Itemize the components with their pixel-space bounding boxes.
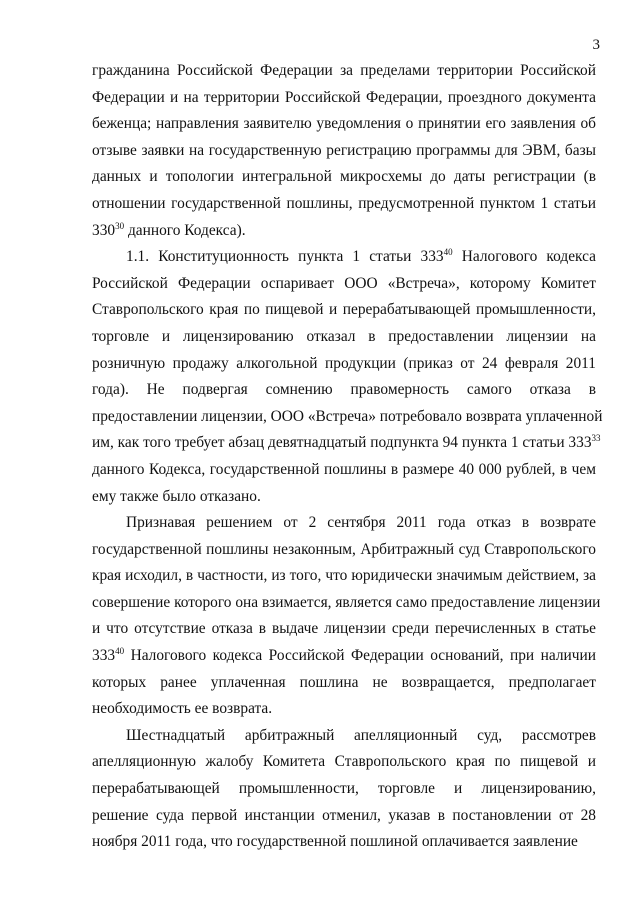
superscript: 40: [443, 247, 453, 258]
text-line: [92, 484, 596, 511]
text-line: [92, 723, 596, 750]
text-line: [92, 803, 596, 830]
text-segment: данного Кодекса, государственной пошлины в размере 40 000 рублей, в чем: [92, 460, 596, 478]
text-segment: 333: [92, 647, 116, 665]
text-segment: беженца; направления заявителю уведомления о принятии его заявления об: [92, 115, 596, 133]
text-line: [92, 616, 596, 643]
text-segment: совершение которого она взимается, является само предоставление лицензии: [92, 593, 601, 611]
document-body: [92, 58, 603, 856]
text-line: [92, 218, 596, 245]
text-line: [92, 404, 603, 431]
paragraph: [92, 244, 603, 510]
text-segment: решение суда первой инстанции отменил, указав в постановлении от 28: [92, 806, 596, 824]
text-segment: государственной пошлины незаконным, Арбитражный суд Ставропольского: [92, 540, 596, 558]
text-segment: 330: [92, 221, 116, 239]
text-line: [92, 111, 596, 138]
text-segment: данных и топологии интегральной микросхемы до даты регистрации (в: [92, 168, 596, 186]
text-segment: предоставлении лицензии, ООО «Встреча» потребовало возврата уплаченной: [92, 407, 603, 425]
text-segment: апелляционную жалобу Комитета Ставропольского края по пищевой и: [92, 753, 596, 771]
paragraph: [92, 58, 596, 244]
text-line: [92, 351, 596, 378]
superscript: 40: [115, 646, 125, 657]
text-line: [92, 696, 596, 723]
text-segment: Налогового кодекса Российской Федерации оснований, при наличии: [124, 647, 596, 665]
text-segment: отношении государственной пошлины, предусмотренной пунктом 1 статьи: [92, 194, 596, 212]
text-line: [92, 164, 596, 191]
text-segment: Налогового кодекса: [452, 248, 596, 266]
text-segment: ему также было отказано.: [92, 487, 261, 505]
text-segment: года). Не подвергая сомнению правомерность самого отказа в: [92, 381, 596, 399]
text-line: [92, 563, 596, 590]
text-line: [92, 324, 596, 351]
text-line: [92, 829, 596, 856]
text-segment: необходимость ее возврата.: [92, 700, 273, 718]
text-segment: Федерации и на территории Российской Федерации, проездного документа: [92, 88, 596, 106]
text-line: [92, 297, 596, 324]
text-segment: края исходил, в частности, из того, что юридически значимым действием, за: [92, 567, 596, 585]
text-segment: Российской Федерации оспаривает ООО «Встреча», которому Комитет: [92, 274, 596, 292]
text-line: [92, 749, 596, 776]
text-line: [92, 271, 596, 298]
text-segment: розничную продажу алкогольной продукции (приказ от 24 февраля 2011: [92, 354, 596, 372]
paragraph: [92, 510, 601, 723]
text-segment: перерабатывающей промышленности, торговле и лицензированию,: [92, 780, 596, 798]
text-line: [92, 537, 596, 564]
text-line: [92, 377, 596, 404]
text-line: [92, 58, 596, 85]
text-segment: данного Кодекса).: [124, 221, 246, 239]
text-line: [92, 590, 601, 617]
text-line: [92, 510, 596, 537]
text-line: [92, 776, 596, 803]
text-line: [92, 430, 601, 457]
text-line: [92, 670, 596, 697]
text-segment: которых ранее уплаченная пошлина не возвращается, предполагает: [92, 673, 596, 691]
superscript: 30: [115, 220, 125, 231]
superscript: 33: [591, 433, 601, 444]
text-segment: торговле и лицензированию отказал в предоставлении лицензии на: [92, 327, 596, 345]
text-line: [92, 138, 596, 165]
text-line: [92, 244, 596, 271]
text-line: [92, 191, 596, 218]
paragraph: [92, 723, 596, 856]
text-segment: Признавая решением от 2 сентября 2011 года отказ в возврате: [126, 514, 596, 532]
text-segment: 1.1. Конституционность пункта 1 статьи 333: [126, 248, 444, 266]
text-line: [92, 643, 596, 670]
text-segment: ноября 2011 года, что государственной пошлиной оплачивается заявление: [92, 833, 578, 851]
text-segment: Шестнадцатый арбитражный апелляционный суд, рассмотрев: [126, 726, 596, 744]
page-number: 3: [592, 37, 600, 53]
text-segment: им, как того требует абзац девятнадцатый подпункта 94 пункта 1 статьи 333: [92, 434, 592, 452]
text-line: [92, 85, 596, 112]
text-segment: гражданина Российской Федерации за пределами территории Российской: [92, 62, 596, 79]
text-segment: Ставропольского края по пищевой и перерабатывающей промышленности,: [92, 301, 596, 319]
text-line: [92, 457, 596, 484]
text-segment: и что отсутствие отказа в выдаче лицензии среди перечисленных в статье: [92, 620, 596, 638]
text-segment: отзыве заявки на государственную регистрацию программы для ЭВМ, базы: [92, 141, 596, 159]
